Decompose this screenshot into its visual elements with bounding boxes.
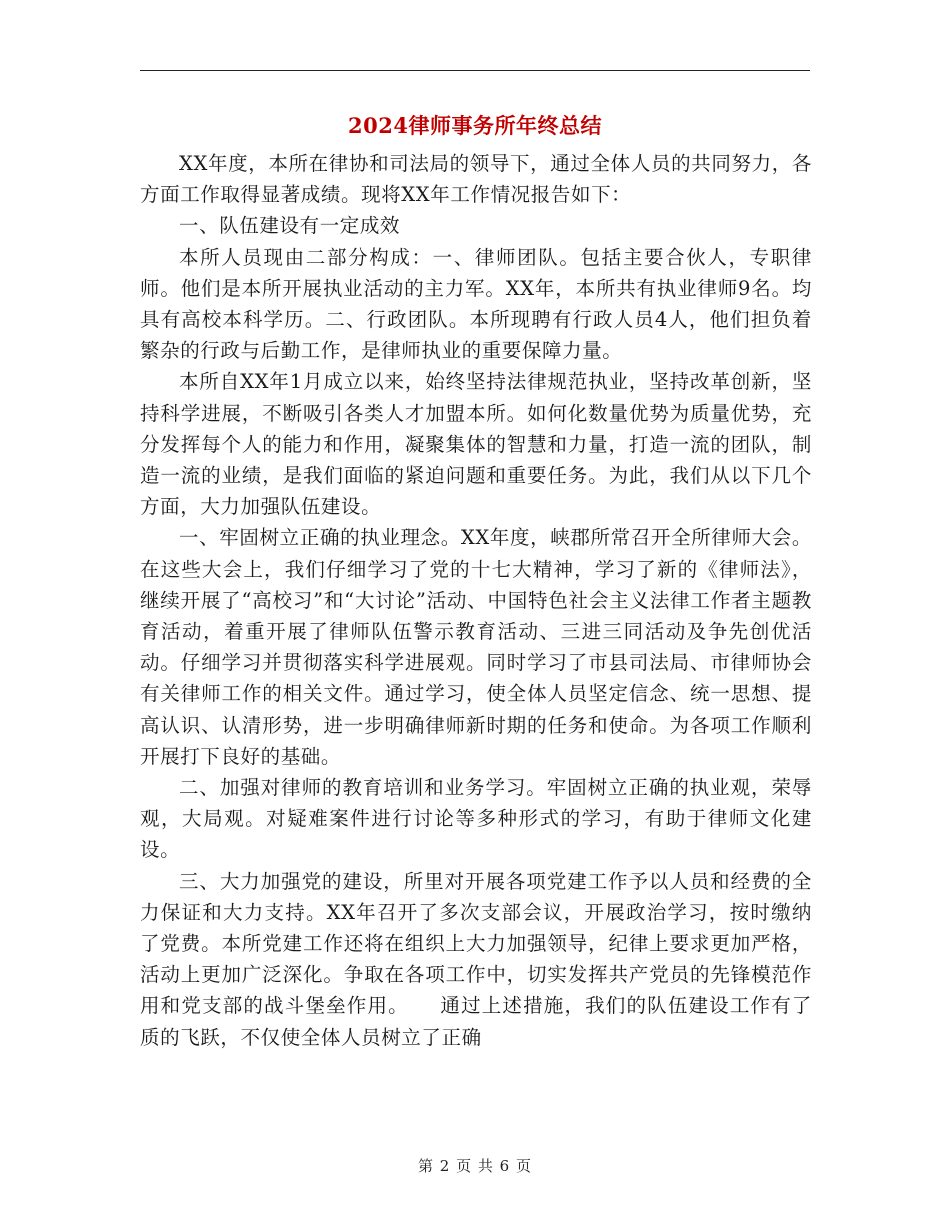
paragraph-item-one: 一、牢固树立正确的执业理念。XX年度，峡郡所常召开全所律师大会。在这些大会上，我们仔细学习了党的十七大精神，学习了新的《律师法》，继续开展了“高校习”和“大讨论”活动、中国特色社会主义法律工作者主题教育活动，着重开展了律师队伍警示教育活动、三进三同活动及争先创优活动。仔细学习并贯彻落实科学进展观。同时学习了市县司法局、市律师协会有关律师工作的相关文件。通过学习，使全体人员坚定信念、统一思想、提高认识、认清形势，进一步明确律师新时期的任务和使命。为各项工作顺利开展打下良好的基础。 <box>140 526 812 768</box>
document-title: 2024律师事务所年终总结 <box>348 113 602 138</box>
section-heading-team-building: 一、队伍建设有一定成效 <box>179 214 401 238</box>
paragraph-item-two: 二、加强对律师的教育培训和业务学习。牢固树立正确的执业观，荣辱观，大局观。对疑难案件进行讨论等多种形式的学习，有助于律师文化建设。 <box>140 776 812 862</box>
document-body <box>140 148 812 1053</box>
page-number-footer: 第 2 页 共 6 页 <box>418 1157 532 1175</box>
paragraph-intro: XX年度，本所在律协和司法局的领导下，通过全体人员的共同努力，各方面工作取得显著成绩。现将XX年工作情况报告如下： <box>140 152 812 207</box>
paragraph-item-three: 三、大力加强党的建设，所里对开展各项党建工作予以人员和经费的全力保证和大力支持。XX年召开了多次支部会议，开展政治学习，按时缴纳了党费。本所党建工作还将在组织上大力加强领导，纪律上要求更加严格，活动上更加广泛深化。争取在各项工作中，切实发挥共产党员的先锋模范作用和党支部的战斗堡垒作用。 通过上述措施，我们的队伍建设工作有了质的飞跃，不仅使全体人员树立了正确 <box>140 869 812 1049</box>
paragraph-founding: 本所自XX年1月成立以来，始终坚持法律规范执业，坚持改革创新，坚持科学进展，不断吸引各类人才加盟本所。如何化数量优势为质量优势，充分发挥每个人的能力和作用，凝聚集体的智慧和力量，打造一流的团队，制造一流的业绩，是我们面临的紧迫问题和重要任务。为此，我们从以下几个方面，大力加强队伍建设。 <box>140 370 812 519</box>
paragraph-staff-composition: 本所人员现由二部分构成：一、律师团队。包括主要合伙人，专职律师。他们是本所开展执业活动的主力军。XX年，本所共有执业律师9名。均具有高校本科学历。二、行政团队。本所现聘有行政人员4人，他们担负着繁杂的行政与后勤工作，是律师执业的重要保障力量。 <box>140 245 812 363</box>
header-rule <box>140 70 810 71</box>
